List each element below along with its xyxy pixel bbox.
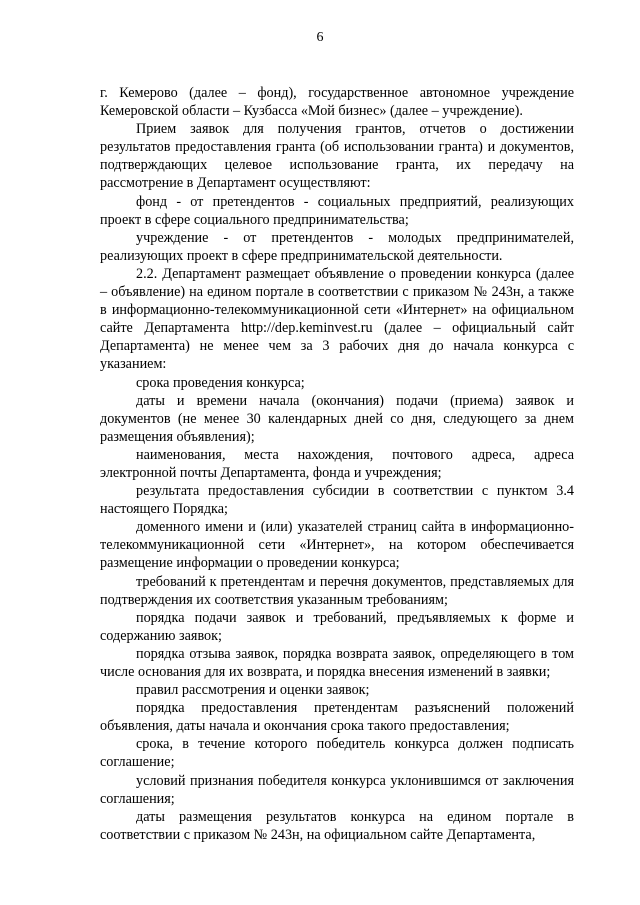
paragraph: г. Кемерово (далее – фонд), государственное автономное учреждение Кемеровской области – Кузбасса «Мой бизнес» (далее – учреждение).	[100, 85, 574, 120]
paragraph: требований к претендентам и перечня документов, представляемых для подтверждения их соответствия указанным требованиям;	[100, 573, 574, 608]
paragraph: Прием заявок для получения грантов, отчетов о достижении результатов предоставления гранта (об использовании гранта) и документов, подтверждающих целевое использование гранта, их передачу на рассмотрение в Департамент осуществляют:	[100, 121, 574, 192]
paragraph: порядка отзыва заявок, порядка возврата заявок, определяющего в том числе основания для их возврата, и порядка внесения изменений в заявки;	[100, 645, 574, 680]
paragraph: наименования, места нахождения, почтового адреса, адреса электронной почты Департамента, фонда и учреждения;	[100, 446, 574, 481]
paragraph: правил рассмотрения и оценки заявок;	[136, 682, 370, 699]
paragraph: результата предоставления субсидии в соответствии с пунктом 3.4 настоящего Порядка;	[100, 483, 574, 518]
paragraph: порядка подачи заявок и требований, предъявляемых к форме и содержанию заявок;	[100, 609, 574, 644]
paragraph: фонд - от претендентов - социальных предприятий, реализующих проект в сфере социального предпринимательства;	[100, 193, 574, 228]
paragraph: 2.2. Департамент размещает объявление о проведении конкурса (далее – объявление) на едином портале в соответствии с приказом № 243н, а также в информационно-телекоммуникационной сети «Интернет» на официальном сайте Департамента http://dep.keminvest.ru (далее – официальный сайт Департамента) не менее чем за 3 рабочих дня до начала конкурса с указанием:	[100, 265, 574, 373]
document-body	[100, 84, 574, 844]
paragraph: условий признания победителя конкурса уклонившимся от заключения соглашения;	[100, 772, 574, 807]
paragraph: срока проведения конкурса;	[136, 374, 305, 391]
page-number: 6	[316, 30, 324, 45]
paragraph: учреждение - от претендентов - молодых предпринимателей, реализующих проект в сфере предпринимательской деятельности.	[100, 229, 574, 264]
paragraph: даты размещения результатов конкурса на едином портале в соответствии с приказом № 243н, на официальном сайте Департамента,	[100, 808, 574, 843]
paragraph: даты и времени начала (окончания) подачи (приема) заявок и документов (не менее 30 календарных дней со дня, следующего за днем размещения объявления);	[100, 392, 574, 445]
paragraph: доменного имени и (или) указателей страниц сайта в информационно-телекоммуникационной сети «Интернет», на котором обеспечивается размещение информации о проведении конкурса;	[100, 519, 574, 572]
paragraph: срока, в течение которого победитель конкурса должен подписать соглашение;	[100, 736, 574, 771]
paragraph: порядка предоставления претендентам разъяснений положений объявления, даты начала и окончания срока такого предоставления;	[100, 700, 574, 735]
